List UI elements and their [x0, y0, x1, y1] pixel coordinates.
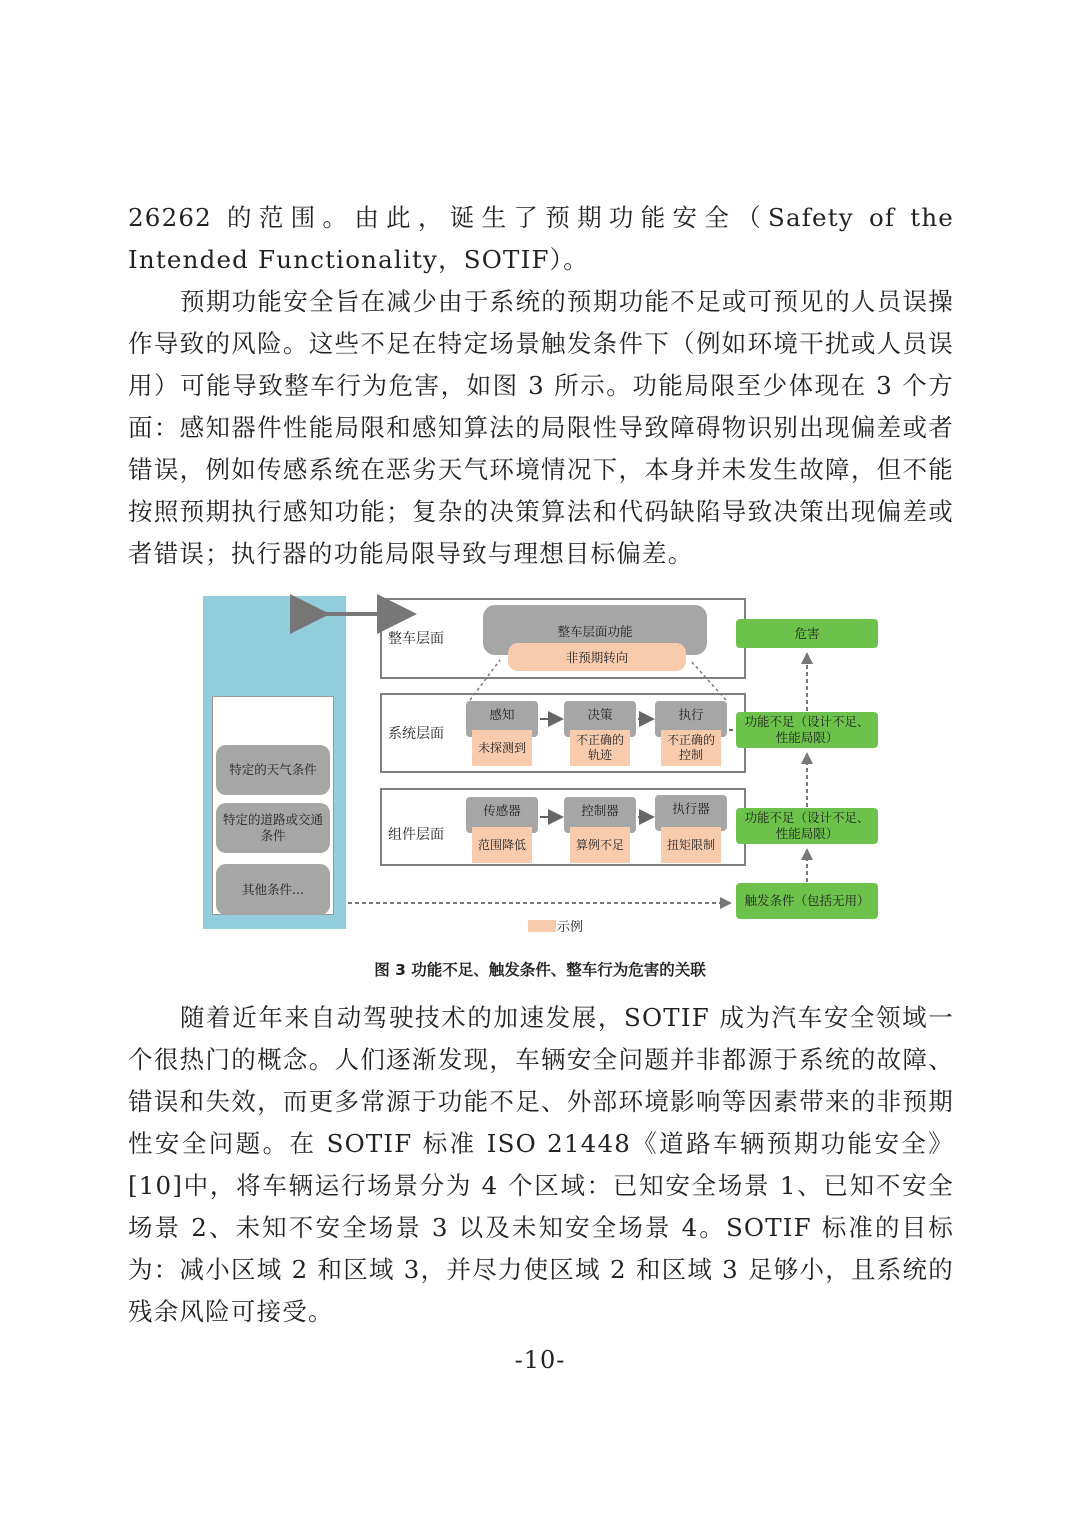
execution-example: 不正确的控制: [661, 730, 721, 766]
legend-swatch: [528, 920, 556, 932]
actuator-example: 扭矩限制: [661, 827, 721, 863]
unexpected-steering-box: 非预期转向: [508, 643, 686, 671]
condition-weather: 特定的天气条件: [216, 745, 330, 795]
legend-label: 示例: [557, 920, 584, 935]
execution-box: 执行: [655, 701, 727, 737]
controller-example: 算例不足: [570, 827, 630, 863]
perception-box: 感知: [466, 701, 538, 737]
paragraph-2: 预期功能安全旨在减少由于系统的预期功能不足或可预见的人员误操作导致的风险。这些不足在特定场景触发条件下（例如环境干扰或人员误用）可能导致整车行为危害，如图 3 所示。功能局限至少体现在 3 个方面：感知器件性能局限和感知算法的局限性导致障碍物识别出现偏差或者错误，例如传感系统在恶劣天气环境情况下，本身并未发生故障，但不能按照预期执行感知功能；复杂的决策算法和代码缺陷导致决策出现偏差或者错误；执行器的功能局限导致与理想目标偏差。: [128, 287, 954, 568]
decision-example: 不正确的轨迹: [570, 730, 630, 766]
system-insufficiency-box: 功能不足（设计不足、性能局限）: [736, 712, 878, 748]
decision-box: 决策: [564, 701, 636, 737]
hazard-box: 危害: [736, 619, 878, 648]
sensor-box: 传感器: [466, 797, 538, 833]
page-number: -10-: [514, 1346, 566, 1374]
paragraph-1: 26262 的范围。由此，诞生了预期功能安全（Safety of the Intended Functionality，SOTIF）。: [128, 203, 954, 274]
condition-road-traffic: 特定的道路或交通条件: [216, 803, 330, 853]
vehicle-function-box: 整车层面功能: [483, 605, 707, 655]
component-layer-label: 组件层面: [388, 827, 444, 843]
figure-caption: 图 3 功能不足、触发条件、整车行为危害的关联: [374, 961, 706, 979]
component-insufficiency-box: 功能不足（设计不足、性能局限）: [736, 808, 878, 844]
system-layer-label: 系统层面: [388, 726, 444, 742]
vehicle-layer-label: 整车层面: [388, 631, 444, 647]
condition-other: 其他条件...: [216, 864, 330, 915]
perception-example: 未探测到: [472, 730, 532, 766]
paragraph-3: 随着近年来自动驾驶技术的加速发展，SOTIF 成为汽车安全领域一个很热门的概念。人们逐渐发现，车辆安全问题并非都源于系统的故障、错误和失效，而更多常源于功能不足、外部环境影响等因素带来的非预期性安全问题。在 SOTIF 标准 ISO 21448《道路车辆预期功能安全》[10]中，将车辆运行场景分为 4 个区域：已知安全场景 1、已知不安全场景 2、未知不安全场景 3 以及未知安全场景 4。SOTIF 标准的目标为：减小区域 2 和区域 3，并尽力使区域 2 和区域 3 足够小，且系统的残余风险可接受。: [128, 1003, 954, 1326]
controller-box: 控制器: [564, 797, 636, 833]
trigger-condition-box: 触发条件（包括无用）: [736, 883, 878, 919]
actuator-box: 执行器: [655, 795, 727, 831]
sensor-example: 范围降低: [472, 827, 532, 863]
